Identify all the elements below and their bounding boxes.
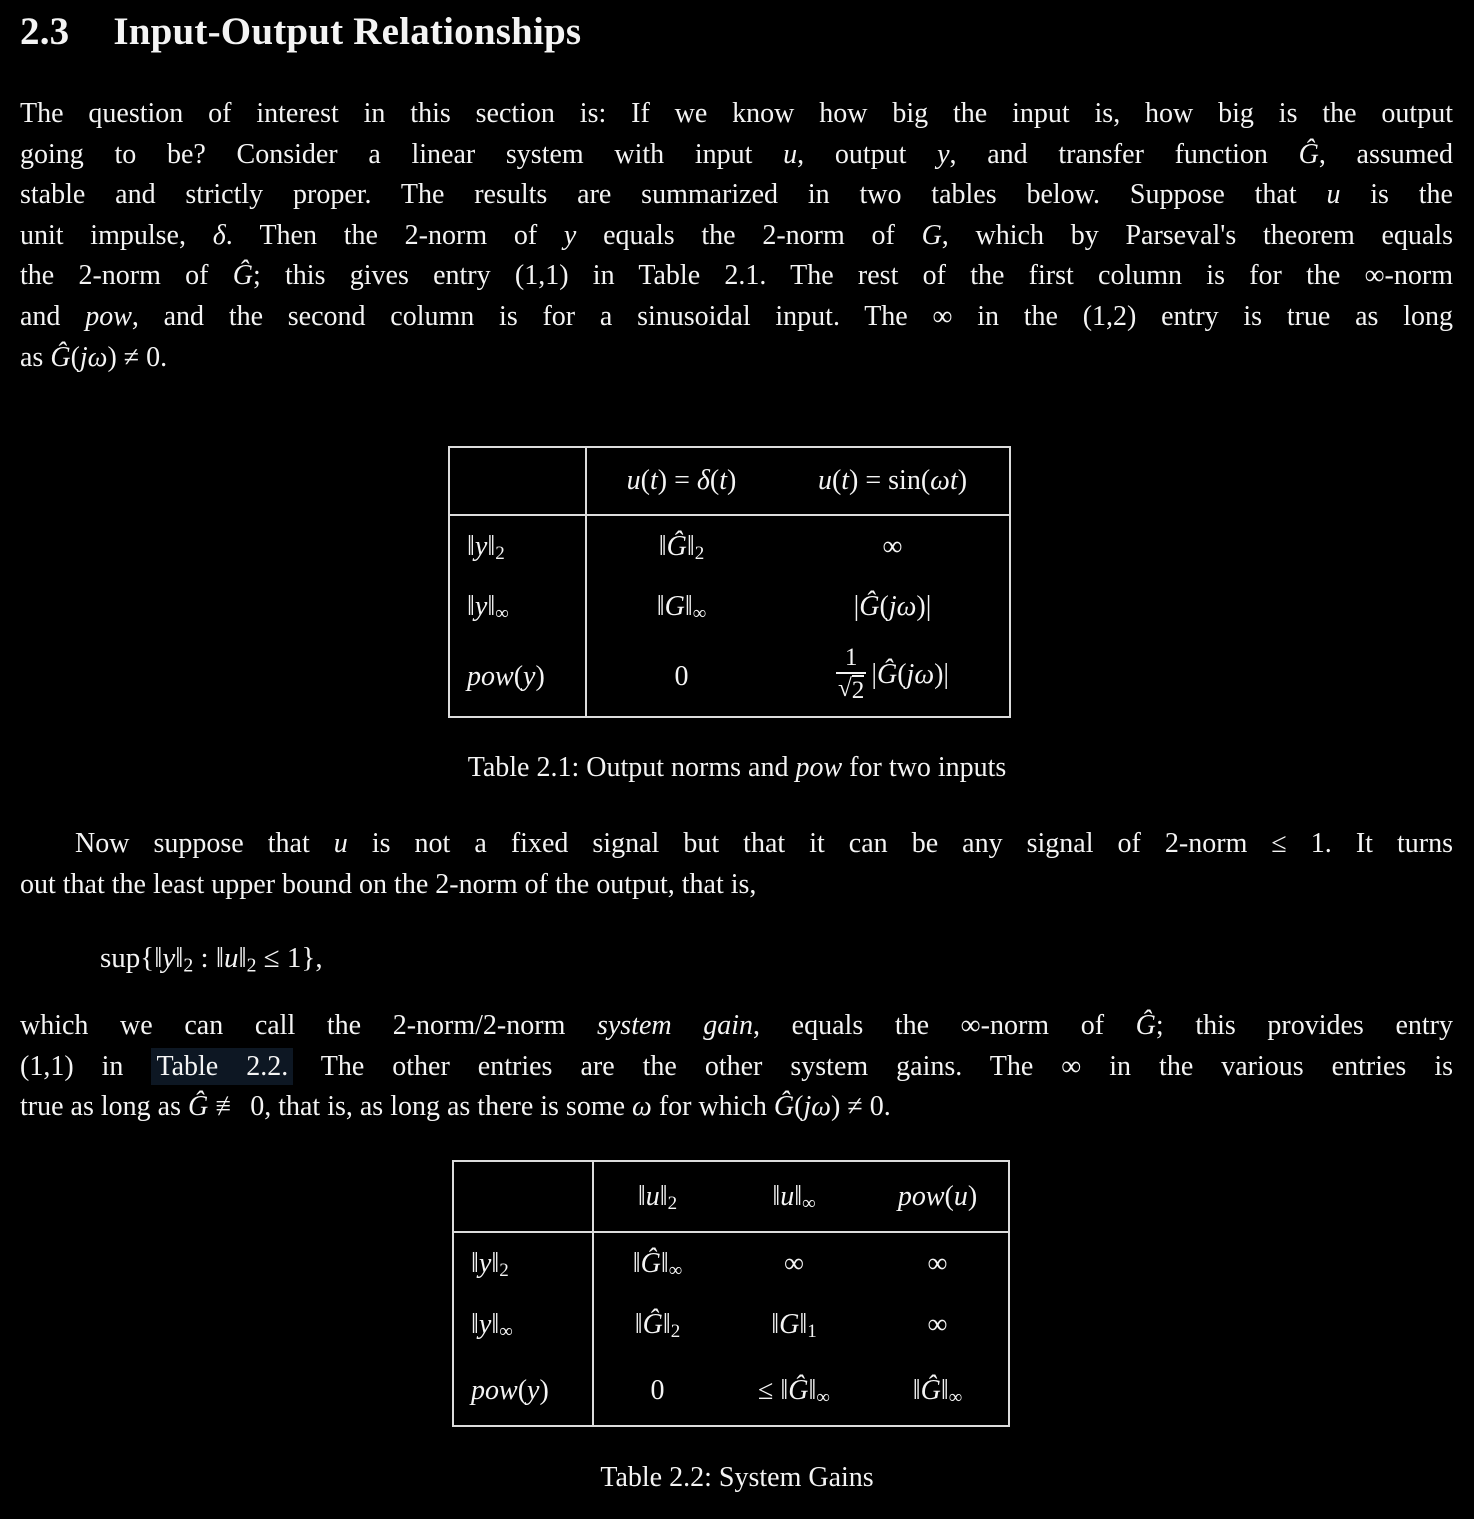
text-segment: ) ≠ 0. <box>107 341 168 373</box>
paragraph-2 <box>20 824 1453 905</box>
table-row-label <box>453 1294 593 1356</box>
text-segment: ‖ <box>632 1247 641 1279</box>
text-segment: ∞ <box>784 1247 804 1279</box>
text-segment: ≤ 1}, <box>256 942 323 974</box>
table-row <box>449 637 1010 717</box>
text-segment: ) ≠ 0. <box>831 1091 891 1123</box>
text-segment: ‖ <box>634 1309 643 1340</box>
text-segment: pow <box>471 1374 518 1406</box>
text-segment: t <box>719 465 728 496</box>
text-segment: ( <box>640 465 650 496</box>
text-segment: ‖ <box>487 530 496 562</box>
text-segment: ∞ <box>882 530 903 562</box>
text-segment: ‖ <box>175 942 184 974</box>
table-corner-cell <box>449 447 586 515</box>
text-segment: ; this provides entry <box>1155 1010 1453 1041</box>
text-segment: true as long as <box>20 1091 188 1123</box>
text-segment: 0 <box>650 1374 665 1406</box>
text-segment: G <box>779 1309 800 1340</box>
table-row <box>453 1294 1009 1356</box>
text-line <box>20 338 1453 379</box>
table-row <box>453 1356 1009 1426</box>
text-segment: u <box>645 1180 660 1212</box>
text-segment: ( <box>944 1180 954 1212</box>
text-segment: ‖ <box>686 530 695 562</box>
text-segment: y <box>478 1247 492 1279</box>
text-segment: ‖ <box>487 591 496 622</box>
text-segment: u <box>817 465 832 496</box>
text-segment: ∞ <box>927 1247 948 1279</box>
text-segment: Ĝ <box>859 591 880 622</box>
table-2-2-caption <box>0 1458 1474 1498</box>
table-cell <box>721 1232 867 1294</box>
text-segment: ∞ <box>802 1192 816 1214</box>
text-segment: Ĝ <box>1135 1010 1156 1041</box>
text-segment: ∞ <box>948 1386 963 1408</box>
table-row <box>453 1232 1009 1294</box>
table-cell <box>586 637 776 717</box>
text-segment: Table 2.1: Output norms and <box>467 752 796 783</box>
text-segment: ∞ <box>927 1309 948 1340</box>
text-segment: ‖ <box>215 942 224 974</box>
table-2-2 <box>452 1160 1010 1427</box>
text-segment: sup{ <box>100 942 155 974</box>
table-row-label <box>453 1232 593 1294</box>
text-segment: , which by Parseval's theorem equals <box>941 219 1453 251</box>
table-header-cell <box>586 447 776 515</box>
text-segment: as <box>20 341 51 373</box>
text-segment: ‖ <box>238 942 247 974</box>
text-segment: ) = <box>657 465 697 496</box>
text-segment: the 2-norm of <box>20 260 233 292</box>
text-segment: u <box>626 465 641 496</box>
text-segment: ) <box>727 465 737 496</box>
text-segment: ) <box>967 1180 978 1212</box>
text-segment: ‖ <box>660 1247 669 1279</box>
text-segment: and <box>20 300 86 332</box>
text-segment: δ <box>212 219 226 251</box>
text-segment: y <box>563 219 577 251</box>
text-segment: jω <box>79 341 108 373</box>
section-title: Input-Output Relationships <box>113 10 582 53</box>
text-segment: y <box>474 591 488 622</box>
text-segment: 0 <box>674 660 689 692</box>
text-segment: ∞ <box>668 1259 683 1281</box>
text-segment: u <box>333 828 348 859</box>
text-segment: ‖ <box>662 1309 671 1340</box>
table-header-row <box>453 1161 1009 1232</box>
text-segment: ∞ <box>692 603 707 625</box>
text-segment: ω <box>632 1091 652 1123</box>
text-segment: | <box>853 591 860 622</box>
text-segment: Ĝ <box>666 530 687 562</box>
text-segment: ( <box>794 1091 804 1123</box>
table-header-cell <box>721 1161 867 1232</box>
text-segment: 2 <box>495 542 505 564</box>
text-segment: ( <box>517 1374 528 1406</box>
text-segment: unit impulse, <box>20 219 213 251</box>
table-cell <box>867 1232 1009 1294</box>
table-cell <box>776 577 1010 637</box>
text-segment: ) = sin( <box>849 465 931 496</box>
text-segment: ∞ <box>499 1321 513 1343</box>
text-segment: for which <box>651 1091 774 1123</box>
text-segment: Ĝ <box>920 1374 941 1406</box>
text-segment: , and transfer function <box>949 138 1299 170</box>
text-segment: ωt <box>930 465 958 496</box>
text-segment: (1,1) in <box>20 1050 152 1082</box>
text-segment: G <box>664 591 685 622</box>
text-segment: ≢ 0, that is, as long as there is some <box>208 1091 633 1123</box>
table-2-1 <box>448 446 1011 718</box>
text-segment: ‖ <box>772 1180 781 1212</box>
text-segment: u <box>1326 179 1341 211</box>
text-line <box>20 1006 1453 1047</box>
text-segment: jω <box>906 658 935 690</box>
text-segment: ) <box>957 465 968 496</box>
text-segment: ‖ <box>637 1180 646 1212</box>
text-segment: ≤ ‖ <box>758 1374 789 1406</box>
text-segment: Ĝ <box>50 341 71 373</box>
text-line <box>20 865 1453 906</box>
table-header-cell <box>776 447 1010 515</box>
text-segment: ( <box>70 341 80 373</box>
text-segment: ‖ <box>471 1309 479 1340</box>
table-row <box>449 577 1010 637</box>
text-segment: jω <box>888 591 917 622</box>
text-segment: δ <box>696 465 710 496</box>
table-cell <box>721 1294 867 1356</box>
text-segment: pow <box>467 660 514 692</box>
text-segment: stable and strictly proper. The results are summarized in two tables below. Suppose that <box>20 179 1327 211</box>
table-cell <box>586 515 776 577</box>
text-segment: out that the least upper bound on the 2-norm of the output, that is, <box>20 868 757 900</box>
table-corner-cell <box>453 1161 593 1232</box>
text-segment: pow <box>897 1180 945 1212</box>
table-cell <box>593 1356 721 1426</box>
table-cell <box>593 1232 721 1294</box>
text-segment: )| <box>916 591 932 622</box>
text-segment: ‖ <box>491 1247 500 1279</box>
text-segment: Table 2.2: System Gains <box>600 1462 874 1493</box>
text-segment: 2 <box>499 1259 509 1281</box>
text-segment: ‖ <box>467 591 475 622</box>
text-segment: Ĝ <box>773 1091 795 1123</box>
text-segment: ‖ <box>491 1309 500 1340</box>
text-segment: u <box>783 138 798 170</box>
text-line <box>20 94 1453 135</box>
text-segment: , assumed <box>1318 138 1453 170</box>
table-row-label <box>453 1356 593 1426</box>
text-segment: y <box>478 1309 492 1340</box>
text-segment: | <box>871 658 877 690</box>
text-segment: t <box>649 465 658 496</box>
table-cell <box>867 1356 1009 1426</box>
fraction: 1 √ 2 <box>837 643 865 704</box>
text-segment: ‖ <box>771 1309 780 1340</box>
text-segment: G <box>921 219 942 251</box>
table-row-label <box>449 577 586 637</box>
table-2-1-caption <box>0 748 1474 788</box>
text-segment: ‖ <box>471 1247 479 1279</box>
text-segment: ‖ <box>799 1309 808 1340</box>
table-row <box>449 515 1010 577</box>
text-segment: . Then the 2-norm of <box>225 219 564 251</box>
text-segment: Ĝ <box>640 1247 661 1279</box>
text-segment: , and the second column is for a sinusoidal input. The ∞ in the (1,2) entry is true as long <box>131 300 1453 332</box>
text-segment: )| <box>934 658 950 690</box>
text-segment: , output <box>797 138 938 170</box>
text-segment: ( <box>513 660 524 692</box>
text-segment: Ĝ <box>187 1091 209 1123</box>
paragraph-1 <box>20 94 1453 378</box>
text-segment: ( <box>709 465 720 496</box>
table-cell <box>776 515 1010 577</box>
text-segment: ‖ <box>658 530 667 562</box>
text-segment: for two inputs <box>842 752 1007 783</box>
text-segment: 2 <box>246 954 257 977</box>
display-equation <box>100 936 323 980</box>
text-segment: pow <box>795 752 843 783</box>
text-segment: The question of interest in this section is: If we know how big the input is, how big is the output <box>20 98 1453 129</box>
text-segment: Ĝ <box>876 658 898 690</box>
section-number: 2.3 <box>20 10 70 53</box>
paragraph-3 <box>20 1006 1453 1128</box>
text-segment: y <box>523 660 536 692</box>
text-segment: equals the 2-norm of <box>576 219 922 251</box>
text-segment: jω <box>803 1091 832 1123</box>
text-segment: pow <box>85 300 132 332</box>
text-segment: ∞ <box>816 1386 830 1408</box>
text-segment: ) <box>539 1374 549 1406</box>
text-segment: ‖ <box>940 1374 949 1406</box>
text-segment: y <box>162 942 176 974</box>
text-segment: t <box>841 465 850 496</box>
text-segment: ; this gives entry (1,1) in Table 2.1. The rest of the first column is for the ∞-norm <box>252 260 1453 292</box>
text-line <box>20 824 1453 865</box>
text-segment: ‖ <box>912 1374 921 1406</box>
text-segment: 2 <box>183 954 194 977</box>
text-segment: is the <box>1340 179 1453 211</box>
text-segment: The other entries are the other system gains. The ∞ in the various entries is <box>293 1050 1453 1082</box>
text-line <box>20 1087 1453 1128</box>
text-segment: ( <box>831 465 842 496</box>
text-segment: which we can call the 2-norm/2-norm <box>20 1010 597 1041</box>
text-segment: 1 <box>807 1321 817 1343</box>
text-line <box>20 216 1453 257</box>
text-segment: ( <box>879 591 889 622</box>
text-segment: ∞ <box>495 603 509 625</box>
text-segment: is not a fixed signal but that it can be any signal of 2-norm ≤ 1. It turns <box>347 828 1453 859</box>
text-segment: Now suppose that <box>75 828 334 859</box>
text-segment: Ĝ <box>1298 138 1319 170</box>
text-segment: ‖ <box>659 1180 668 1212</box>
table-cell <box>586 577 776 637</box>
text-segment: ‖ <box>794 1180 803 1212</box>
text-line <box>20 1047 1453 1088</box>
section-heading <box>20 8 1450 56</box>
text-segment: Ĝ <box>642 1309 663 1340</box>
table-header-cell <box>867 1161 1009 1232</box>
table-cell <box>593 1294 721 1356</box>
table-2-2-link[interactable]: Table 2.2. <box>151 1048 293 1085</box>
text-segment: : <box>193 942 216 974</box>
text-segment: system gain <box>596 1010 754 1041</box>
text-line <box>20 135 1453 176</box>
text-segment: , equals the ∞-norm of <box>753 1010 1136 1041</box>
text-segment: y <box>527 1374 540 1406</box>
table-cell <box>867 1294 1009 1356</box>
text-segment: ‖ <box>467 530 475 562</box>
text-line <box>20 297 1453 338</box>
text-segment: ‖ <box>684 591 693 622</box>
text-segment: u <box>223 942 239 974</box>
text-segment: Ĝ <box>788 1374 809 1406</box>
text-segment: u <box>953 1180 968 1212</box>
text-segment: 2 <box>670 1321 681 1343</box>
text-segment: 2 <box>694 542 705 564</box>
table-header-row <box>449 447 1010 515</box>
text-segment: 2 <box>667 1192 678 1214</box>
text-segment: ( <box>897 658 907 690</box>
table-header-cell <box>593 1161 721 1232</box>
text-line <box>20 256 1453 297</box>
text-segment: y <box>474 530 488 562</box>
text-segment: ) <box>535 660 545 692</box>
table-row-label <box>449 637 586 717</box>
text-line <box>20 175 1453 216</box>
text-segment: y <box>937 138 950 170</box>
text-segment: u <box>780 1180 795 1212</box>
text-segment: Ĝ <box>232 260 253 292</box>
table-row-label <box>449 515 586 577</box>
text-segment: going to be? Consider a linear system with input <box>20 138 784 170</box>
table-cell <box>776 637 1010 717</box>
text-segment: ‖ <box>656 591 665 622</box>
table-cell <box>721 1356 867 1426</box>
text-segment: ‖ <box>808 1374 817 1406</box>
text-segment: ‖ <box>154 942 163 974</box>
